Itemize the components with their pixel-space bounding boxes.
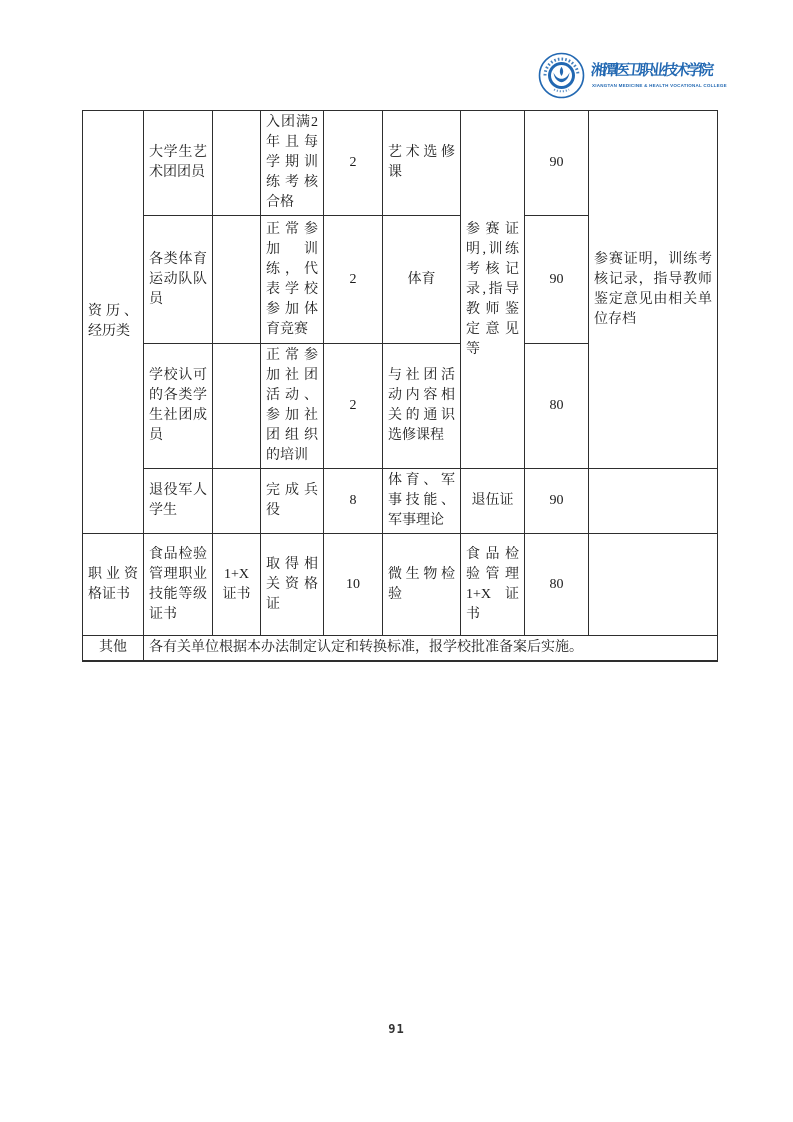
cell-course: 体育 <box>383 216 461 344</box>
cell-item: 食品检验管理职业技能等级证书 <box>144 534 213 636</box>
table-row <box>83 469 718 534</box>
cell-item: 各类体育运动队队员 <box>144 216 213 344</box>
cell-score: 80 <box>525 344 589 469</box>
cell-credits: 8 <box>324 469 383 534</box>
cell-other-note: 各有关单位根据本办法制定认定和转换标准，报学校批准备案后实施。 <box>144 636 718 662</box>
cell-badge <box>213 216 261 344</box>
cell-evidence: 退伍证 <box>461 469 525 534</box>
cell-course: 微生物检验 <box>383 534 461 636</box>
cell-badge <box>213 344 261 469</box>
table-row <box>83 111 718 216</box>
cell-course: 体育、军事技能、军事理论 <box>383 469 461 534</box>
cell-credits: 2 <box>324 344 383 469</box>
cell-note <box>589 534 718 636</box>
cell-evidence-merged: 参赛证明,训练考核记录,指导教师鉴定意见等 <box>461 111 525 469</box>
college-name-en: XIANGTAN MEDICINE & HEALTH VOCATIONAL COLLEGE <box>592 83 727 88</box>
cell-badge: 1+X 证书 <box>213 534 261 636</box>
cell-evidence: 食品检验管理1+X 证书 <box>461 534 525 636</box>
cell-category-certificate: 职业资格证书 <box>83 534 144 636</box>
page-number: 91 <box>388 1022 405 1036</box>
cell-badge <box>213 469 261 534</box>
cell-credits: 2 <box>324 111 383 216</box>
cell-course: 与社团活动内容相关的通识选修课程 <box>383 344 461 469</box>
cell-credits: 10 <box>324 534 383 636</box>
cell-condition: 完成兵役 <box>261 469 324 534</box>
college-name-zh: 湘潭医卫职业技术学院 <box>590 61 712 79</box>
credit-conversion-table <box>82 110 718 662</box>
cell-condition: 正常参加训练，代表学校参加体育竞赛 <box>261 216 324 344</box>
cell-note <box>589 469 718 534</box>
cell-score: 80 <box>525 534 589 636</box>
college-emblem-icon <box>538 52 585 99</box>
cell-score: 90 <box>525 469 589 534</box>
cell-condition: 取得相关资格证 <box>261 534 324 636</box>
table-row <box>83 636 718 662</box>
cell-credits: 2 <box>324 216 383 344</box>
cell-item: 大学生艺术团团员 <box>144 111 213 216</box>
cell-item: 退役军人学生 <box>144 469 213 534</box>
cell-badge <box>213 111 261 216</box>
cell-score: 90 <box>525 111 589 216</box>
cell-condition: 正常参加社团活动、参加社团组织的培训 <box>261 344 324 469</box>
cell-course: 艺术选修课 <box>383 111 461 216</box>
cell-score: 90 <box>525 216 589 344</box>
table-row <box>83 534 718 636</box>
cell-condition: 入团满2年且每学期训练考核合格 <box>261 111 324 216</box>
cell-item: 学校认可的各类学生社团成员 <box>144 344 213 469</box>
cell-note-merged: 参赛证明，训练考核记录，指导教师鉴定意见由相关单位存档 <box>589 111 718 469</box>
cell-category-qualification: 资历、经历类 <box>83 111 144 534</box>
cell-category-other: 其他 <box>83 636 144 662</box>
